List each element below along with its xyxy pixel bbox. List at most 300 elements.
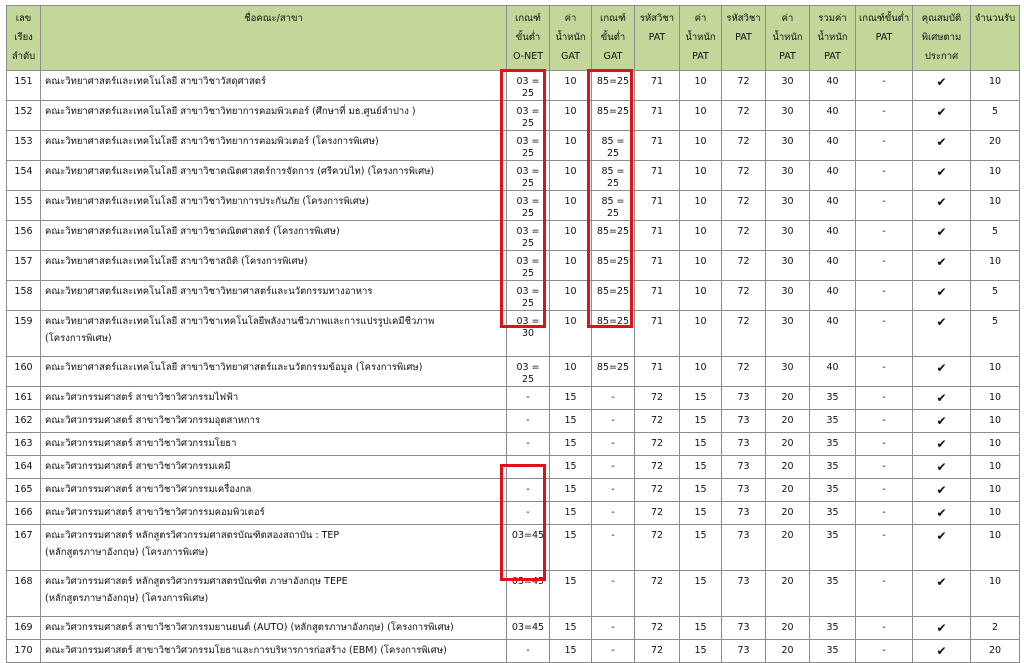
faculty-major-line: คณะวิทยาศาสตร์และเทคโนโลยี สาขาวิชาวิทยาศาสตร์และนวัตกรรมทางอาหาร	[45, 286, 373, 297]
special-qualification-cell	[913, 281, 971, 311]
pat-weight-1-cell: 15	[680, 640, 722, 663]
faculty-major-line: คณะวิศวกรรมศาสตร์ สาขาวิชาวิศวกรรมเครื่องกล	[45, 484, 252, 495]
header-label: ขั้นต่ำ	[600, 32, 626, 43]
pat-code-1-cell: 72	[635, 525, 680, 571]
pat-min-cell: -	[856, 251, 913, 281]
pat-code-2-cell: 73	[722, 502, 766, 525]
pat-min-cell: -	[856, 221, 913, 251]
pat-code-2-cell: 72	[722, 191, 766, 221]
pat-code-2-cell: 72	[722, 221, 766, 251]
pat-weight-1-cell: 15	[680, 456, 722, 479]
header-col-pat-weight-total	[810, 6, 856, 71]
pat-code-1-cell: 71	[635, 71, 680, 101]
check-mark-icon: ✔	[936, 391, 947, 405]
seats-cell: 5	[971, 221, 1020, 251]
onet-min-cell: 03=45	[507, 525, 550, 571]
seats-cell: 10	[971, 387, 1020, 410]
pat-code-2-cell: 72	[722, 131, 766, 161]
pat-weight-1-cell: 10	[680, 161, 722, 191]
check-mark-icon: ✔	[936, 621, 947, 635]
header-label: GAT	[603, 51, 623, 62]
faculty-major-line: (หลักสูตรภาษาอังกฤษ) (โครงการพิเศษ)	[45, 593, 209, 604]
pat-weight-total-cell: 40	[810, 101, 856, 131]
row-number-cell: 168	[7, 571, 41, 617]
seats-cell: 10	[971, 357, 1020, 387]
onet-min-cell: -	[507, 479, 550, 502]
pat-code-1-cell: 71	[635, 251, 680, 281]
table-body	[7, 71, 1020, 663]
row-number-cell: 160	[7, 357, 41, 387]
faculty-major-line: คณะวิทยาศาสตร์และเทคโนโลยี สาขาวิชาเทคโนโลยีพลังงานชีวภาพและการแปรรูปเคมีชีวภาพ	[45, 316, 435, 327]
check-mark-icon: ✔	[936, 165, 947, 179]
pat-weight-total-cell: 35	[810, 525, 856, 571]
pat-weight-2-cell: 20	[766, 571, 810, 617]
pat-weight-1-cell: 10	[680, 191, 722, 221]
pat-min-cell: -	[856, 479, 913, 502]
pat-weight-2-cell: 20	[766, 479, 810, 502]
gat-weight-cell: 15	[550, 433, 592, 456]
onet-min-cell: -	[507, 640, 550, 663]
gat-min-cell: 85=25	[592, 357, 635, 387]
special-qualification-cell	[913, 311, 971, 357]
pat-weight-2-cell: 20	[766, 410, 810, 433]
gat-weight-cell: 15	[550, 387, 592, 410]
pat-code-2-cell: 73	[722, 433, 766, 456]
gat-weight-cell: 10	[550, 221, 592, 251]
pat-weight-1-cell: 10	[680, 357, 722, 387]
seats-cell: 5	[971, 101, 1020, 131]
table-row	[7, 433, 1020, 456]
pat-weight-total-cell: 40	[810, 191, 856, 221]
pat-code-2-cell: 73	[722, 387, 766, 410]
gat-weight-cell: 15	[550, 479, 592, 502]
seats-cell: 10	[971, 502, 1020, 525]
faculty-major-line: คณะวิทยาศาสตร์และเทคโนโลยี สาขาวิชาสถิติ (โครงการพิเศษ)	[45, 256, 308, 267]
check-mark-icon: ✔	[936, 644, 947, 658]
row-number-cell: 170	[7, 640, 41, 663]
pat-weight-2-cell: 30	[766, 161, 810, 191]
pat-min-cell: -	[856, 525, 913, 571]
pat-min-cell: -	[856, 387, 913, 410]
header-label: จำนวนรับ	[974, 13, 1016, 24]
onet-min-cell: 03 = 25	[507, 131, 550, 161]
seats-cell: 5	[971, 281, 1020, 311]
special-qualification-cell	[913, 357, 971, 387]
pat-weight-1-cell: 10	[680, 71, 722, 101]
pat-weight-1-cell: 15	[680, 410, 722, 433]
gat-min-cell: -	[592, 456, 635, 479]
table-row	[7, 525, 1020, 571]
header-label: น้ำหนัก	[555, 32, 586, 43]
faculty-major-cell	[41, 410, 507, 433]
seats-cell: 10	[971, 479, 1020, 502]
gat-weight-cell: 10	[550, 161, 592, 191]
pat-code-1-cell: 72	[635, 617, 680, 640]
gat-min-cell: 85=25	[592, 101, 635, 131]
pat-code-1-cell: 72	[635, 640, 680, 663]
pat-min-cell: -	[856, 456, 913, 479]
gat-min-cell: 85=25	[592, 281, 635, 311]
header-label: ค่า	[781, 13, 794, 24]
gat-min-cell: -	[592, 617, 635, 640]
pat-min-cell: -	[856, 502, 913, 525]
header-label: PAT	[735, 32, 752, 43]
faculty-major-cell	[41, 161, 507, 191]
pat-min-cell: -	[856, 281, 913, 311]
faculty-major-line: คณะวิศวกรรมศาสตร์ สาขาวิชาวิศวกรรมยานยนต์ (AUTO) (หลักสูตรภาษาอังกฤษ) (โครงการพิเศษ)	[45, 622, 454, 633]
header-label: เกณฑ์	[600, 13, 626, 24]
check-mark-icon: ✔	[936, 285, 947, 299]
pat-code-1-cell: 72	[635, 479, 680, 502]
onet-min-cell: -	[507, 387, 550, 410]
header-col-pat-code-2	[722, 6, 766, 71]
gat-min-cell: 85=25	[592, 251, 635, 281]
gat-min-cell: -	[592, 479, 635, 502]
header-col-onet-min	[507, 6, 550, 71]
pat-code-2-cell: 73	[722, 410, 766, 433]
pat-weight-total-cell: 40	[810, 311, 856, 357]
row-number-cell: 162	[7, 410, 41, 433]
pat-code-1-cell: 72	[635, 502, 680, 525]
pat-weight-total-cell: 35	[810, 502, 856, 525]
gat-weight-cell: 15	[550, 456, 592, 479]
pat-weight-2-cell: 30	[766, 311, 810, 357]
gat-min-cell: -	[592, 502, 635, 525]
gat-min-cell: -	[592, 387, 635, 410]
header-col-gat-min	[592, 6, 635, 71]
pat-min-cell: -	[856, 357, 913, 387]
faculty-major-line: คณะวิศวกรรมศาสตร์ สาขาวิชาวิศวกรรมคอมพิวเตอร์	[45, 507, 265, 518]
special-qualification-cell	[913, 161, 971, 191]
onet-min-cell: 03 = 25	[507, 221, 550, 251]
gat-weight-cell: 15	[550, 525, 592, 571]
faculty-major-cell	[41, 221, 507, 251]
header-label: O-NET	[512, 51, 544, 62]
faculty-major-line: (โครงการพิเศษ)	[45, 333, 112, 344]
check-mark-icon: ✔	[936, 414, 947, 428]
onet-min-cell: -	[507, 502, 550, 525]
pat-weight-2-cell: 30	[766, 191, 810, 221]
header-label: น้ำหนัก	[772, 32, 803, 43]
faculty-major-line: คณะวิศวกรรมศาสตร์ สาขาวิชาวิศวกรรมอุตสาหการ	[45, 415, 261, 426]
header-col-seats	[971, 6, 1020, 71]
pat-weight-total-cell: 35	[810, 433, 856, 456]
faculty-major-cell	[41, 479, 507, 502]
row-number-cell: 157	[7, 251, 41, 281]
seats-cell: 10	[971, 251, 1020, 281]
pat-code-2-cell: 73	[722, 525, 766, 571]
pat-min-cell: -	[856, 131, 913, 161]
header-col-pat-weight-1	[680, 6, 722, 71]
faculty-major-cell	[41, 525, 507, 571]
header-label: น้ำหนัก	[685, 32, 716, 43]
onet-min-cell: -	[507, 456, 550, 479]
pat-weight-total-cell: 40	[810, 221, 856, 251]
special-qualification-cell	[913, 502, 971, 525]
gat-min-cell: -	[592, 525, 635, 571]
gat-weight-cell: 10	[550, 281, 592, 311]
seats-cell: 10	[971, 161, 1020, 191]
gat-min-cell: -	[592, 433, 635, 456]
pat-code-2-cell: 72	[722, 161, 766, 191]
header-label: ค่า	[694, 13, 707, 24]
gat-weight-cell: 10	[550, 357, 592, 387]
special-qualification-cell	[913, 191, 971, 221]
seats-cell: 10	[971, 433, 1020, 456]
special-qualification-cell	[913, 617, 971, 640]
faculty-major-cell	[41, 387, 507, 410]
header-col-faculty-major	[41, 6, 507, 71]
pat-weight-1-cell: 10	[680, 251, 722, 281]
admission-criteria-table	[6, 5, 1020, 663]
pat-code-1-cell: 72	[635, 387, 680, 410]
special-qualification-cell	[913, 410, 971, 433]
header-label: เกณฑ์ขั้นต่ำ	[859, 13, 910, 24]
pat-weight-1-cell: 10	[680, 221, 722, 251]
onet-min-cell: 03 = 30	[507, 311, 550, 357]
header-label: น้ำหนัก	[817, 32, 848, 43]
pat-weight-2-cell: 20	[766, 456, 810, 479]
header-label: ลำดับ	[11, 51, 36, 62]
header-label: รหัสวิชา	[639, 13, 675, 24]
faculty-major-cell	[41, 502, 507, 525]
faculty-major-line: คณะวิศวกรรมศาสตร์ หลักสูตรวิศวกรรมศาสตรบัณฑิต ภาษาอังกฤษ TEPE	[45, 576, 348, 587]
special-qualification-cell	[913, 571, 971, 617]
gat-weight-cell: 15	[550, 640, 592, 663]
header-label: รวมค่า	[818, 13, 847, 24]
faculty-major-cell	[41, 357, 507, 387]
header-label: เกณฑ์	[515, 13, 541, 24]
gat-weight-cell: 10	[550, 191, 592, 221]
pat-weight-total-cell: 40	[810, 131, 856, 161]
header-label: เลข	[15, 13, 32, 24]
faculty-major-cell	[41, 640, 507, 663]
pat-code-1-cell: 71	[635, 161, 680, 191]
header-row	[7, 6, 1020, 71]
table-row	[7, 571, 1020, 617]
pat-weight-2-cell: 20	[766, 640, 810, 663]
row-number-cell: 154	[7, 161, 41, 191]
row-number-cell: 163	[7, 433, 41, 456]
row-number-cell: 165	[7, 479, 41, 502]
pat-code-2-cell: 73	[722, 640, 766, 663]
faculty-major-line: คณะวิศวกรรมศาสตร์ หลักสูตรวิศวกรรมศาสตรบัณฑิตสองสถาบัน : TEP	[45, 530, 340, 541]
pat-code-2-cell: 72	[722, 311, 766, 357]
faculty-major-line: คณะวิทยาศาสตร์และเทคโนโลยี สาขาวิชาวิทยาการประกันภัย (โครงการพิเศษ)	[45, 196, 369, 207]
gat-weight-cell: 10	[550, 101, 592, 131]
faculty-major-cell	[41, 191, 507, 221]
pat-weight-total-cell: 35	[810, 571, 856, 617]
seats-cell: 10	[971, 571, 1020, 617]
table-row	[7, 617, 1020, 640]
gat-weight-cell: 15	[550, 571, 592, 617]
pat-min-cell: -	[856, 101, 913, 131]
special-qualification-cell	[913, 131, 971, 161]
gat-min-cell: -	[592, 640, 635, 663]
pat-code-1-cell: 71	[635, 281, 680, 311]
gat-min-cell: 85 = 25	[592, 131, 635, 161]
header-label: GAT	[561, 51, 580, 62]
pat-min-cell: -	[856, 191, 913, 221]
gat-min-cell: 85 = 25	[592, 161, 635, 191]
check-mark-icon: ✔	[936, 506, 947, 520]
check-mark-icon: ✔	[936, 361, 947, 375]
special-qualification-cell	[913, 525, 971, 571]
special-qualification-cell	[913, 251, 971, 281]
header-label: ประกาศ	[924, 51, 959, 62]
faculty-major-cell	[41, 433, 507, 456]
row-number-cell: 166	[7, 502, 41, 525]
table-row	[7, 640, 1020, 663]
pat-code-2-cell: 72	[722, 281, 766, 311]
header-label: PAT	[692, 51, 709, 62]
pat-weight-total-cell: 35	[810, 617, 856, 640]
pat-weight-1-cell: 15	[680, 433, 722, 456]
pat-weight-total-cell: 40	[810, 71, 856, 101]
check-mark-icon: ✔	[936, 460, 947, 474]
header-col-gat-weight	[550, 6, 592, 71]
table-row	[7, 387, 1020, 410]
onet-min-cell: 03 = 25	[507, 357, 550, 387]
row-number-cell: 161	[7, 387, 41, 410]
pat-min-cell: -	[856, 311, 913, 357]
pat-weight-2-cell: 20	[766, 617, 810, 640]
gat-min-cell: 85 = 25	[592, 191, 635, 221]
seats-cell: 10	[971, 456, 1020, 479]
table-row	[7, 281, 1020, 311]
onet-min-cell: 03=45	[507, 571, 550, 617]
header-label: เรียง	[14, 32, 33, 43]
pat-code-1-cell: 72	[635, 456, 680, 479]
gat-weight-cell: 15	[550, 410, 592, 433]
pat-weight-1-cell: 15	[680, 617, 722, 640]
pat-code-2-cell: 72	[722, 357, 766, 387]
seats-cell: 10	[971, 191, 1020, 221]
faculty-major-line: คณะวิทยาศาสตร์และเทคโนโลยี สาขาวิชาคณิตศาสตร์การจัดการ (ศรีควบไท) (โครงการพิเศษ)	[45, 166, 435, 177]
faculty-major-cell	[41, 571, 507, 617]
gat-min-cell: 85=25	[592, 221, 635, 251]
faculty-major-line: คณะวิทยาศาสตร์และเทคโนโลยี สาขาวิชาวิทยาการคอมพิวเตอร์ (โครงการพิเศษ)	[45, 136, 379, 147]
special-qualification-cell	[913, 479, 971, 502]
pat-weight-total-cell: 40	[810, 281, 856, 311]
gat-min-cell: 85=25	[592, 311, 635, 357]
onet-min-cell: 03 = 25	[507, 71, 550, 101]
faculty-major-line: คณะวิศวกรรมศาสตร์ สาขาวิชาวิศวกรรมไฟฟ้า	[45, 392, 239, 403]
header-label: คุณสมบัติ	[921, 13, 962, 24]
gat-weight-cell: 15	[550, 617, 592, 640]
seats-cell: 10	[971, 410, 1020, 433]
table-row	[7, 221, 1020, 251]
pat-code-1-cell: 71	[635, 357, 680, 387]
pat-code-2-cell: 73	[722, 479, 766, 502]
pat-weight-total-cell: 35	[810, 387, 856, 410]
table-row	[7, 191, 1020, 221]
pat-code-2-cell: 72	[722, 71, 766, 101]
seats-cell: 10	[971, 71, 1020, 101]
pat-min-cell: -	[856, 617, 913, 640]
header-col-special-qualification	[913, 6, 971, 71]
check-mark-icon: ✔	[936, 255, 947, 269]
onet-min-cell: 03 = 25	[507, 191, 550, 221]
table-row	[7, 357, 1020, 387]
pat-code-2-cell: 72	[722, 251, 766, 281]
special-qualification-cell	[913, 387, 971, 410]
row-number-cell: 151	[7, 71, 41, 101]
seats-cell: 5	[971, 311, 1020, 357]
onet-min-cell: 03 = 25	[507, 101, 550, 131]
faculty-major-cell	[41, 456, 507, 479]
faculty-major-line: คณะวิทยาศาสตร์และเทคโนโลยี สาขาวิชาวัสดุศาสตร์	[45, 76, 267, 87]
pat-weight-1-cell: 15	[680, 502, 722, 525]
pat-weight-1-cell: 15	[680, 571, 722, 617]
pat-code-2-cell: 72	[722, 101, 766, 131]
faculty-major-line: คณะวิทยาศาสตร์และเทคโนโลยี สาขาวิชาคณิตศาสตร์ (โครงการพิเศษ)	[45, 226, 340, 237]
faculty-major-line: (หลักสูตรภาษาอังกฤษ) (โครงการพิเศษ)	[45, 547, 209, 558]
check-mark-icon: ✔	[936, 437, 947, 451]
header-col-row-number	[7, 6, 41, 71]
gat-weight-cell: 15	[550, 502, 592, 525]
pat-weight-total-cell: 35	[810, 479, 856, 502]
special-qualification-cell	[913, 433, 971, 456]
check-mark-icon: ✔	[936, 529, 947, 543]
gat-min-cell: -	[592, 410, 635, 433]
table-row	[7, 131, 1020, 161]
special-qualification-cell	[913, 71, 971, 101]
check-mark-icon: ✔	[936, 225, 947, 239]
pat-weight-2-cell: 30	[766, 101, 810, 131]
header-col-pat-weight-2	[766, 6, 810, 71]
pat-min-cell: -	[856, 433, 913, 456]
row-number-cell: 155	[7, 191, 41, 221]
pat-code-1-cell: 71	[635, 191, 680, 221]
header-label: ชื่อคณะ/สาขา	[244, 13, 303, 24]
seats-cell: 10	[971, 525, 1020, 571]
pat-min-cell: -	[856, 410, 913, 433]
gat-min-cell: -	[592, 571, 635, 617]
pat-weight-total-cell: 40	[810, 357, 856, 387]
faculty-major-line: คณะวิศวกรรมศาสตร์ สาขาวิชาวิศวกรรมเคมี	[45, 461, 231, 472]
table-row	[7, 161, 1020, 191]
faculty-major-cell	[41, 131, 507, 161]
pat-weight-2-cell: 30	[766, 221, 810, 251]
onet-min-cell: -	[507, 433, 550, 456]
pat-weight-total-cell: 35	[810, 456, 856, 479]
check-mark-icon: ✔	[936, 315, 947, 329]
gat-weight-cell: 10	[550, 131, 592, 161]
gat-weight-cell: 10	[550, 311, 592, 357]
pat-min-cell: -	[856, 640, 913, 663]
gat-min-cell: 85=25	[592, 71, 635, 101]
check-mark-icon: ✔	[936, 483, 947, 497]
header-label: PAT	[875, 32, 893, 43]
faculty-major-line: คณะวิทยาศาสตร์และเทคโนโลยี สาขาวิชาวิทยาการคอมพิวเตอร์ (ศึกษาที่ มธ.ศูนย์ลำปาง )	[45, 106, 416, 117]
pat-min-cell: -	[856, 161, 913, 191]
pat-code-1-cell: 72	[635, 433, 680, 456]
faculty-major-cell	[41, 311, 507, 357]
pat-code-2-cell: 73	[722, 617, 766, 640]
pat-weight-2-cell: 30	[766, 281, 810, 311]
row-number-cell: 158	[7, 281, 41, 311]
pat-code-1-cell: 71	[635, 101, 680, 131]
pat-min-cell: -	[856, 571, 913, 617]
faculty-major-line: คณะวิทยาศาสตร์และเทคโนโลยี สาขาวิชาวิทยาศาสตร์และนวัตกรรมข้อมูล (โครงการพิเศษ)	[45, 362, 423, 373]
pat-weight-total-cell: 40	[810, 161, 856, 191]
table-row	[7, 311, 1020, 357]
faculty-major-cell	[41, 251, 507, 281]
header-label: รหัสวิชา	[726, 13, 761, 24]
pat-code-1-cell: 72	[635, 571, 680, 617]
onet-min-cell: -	[507, 410, 550, 433]
